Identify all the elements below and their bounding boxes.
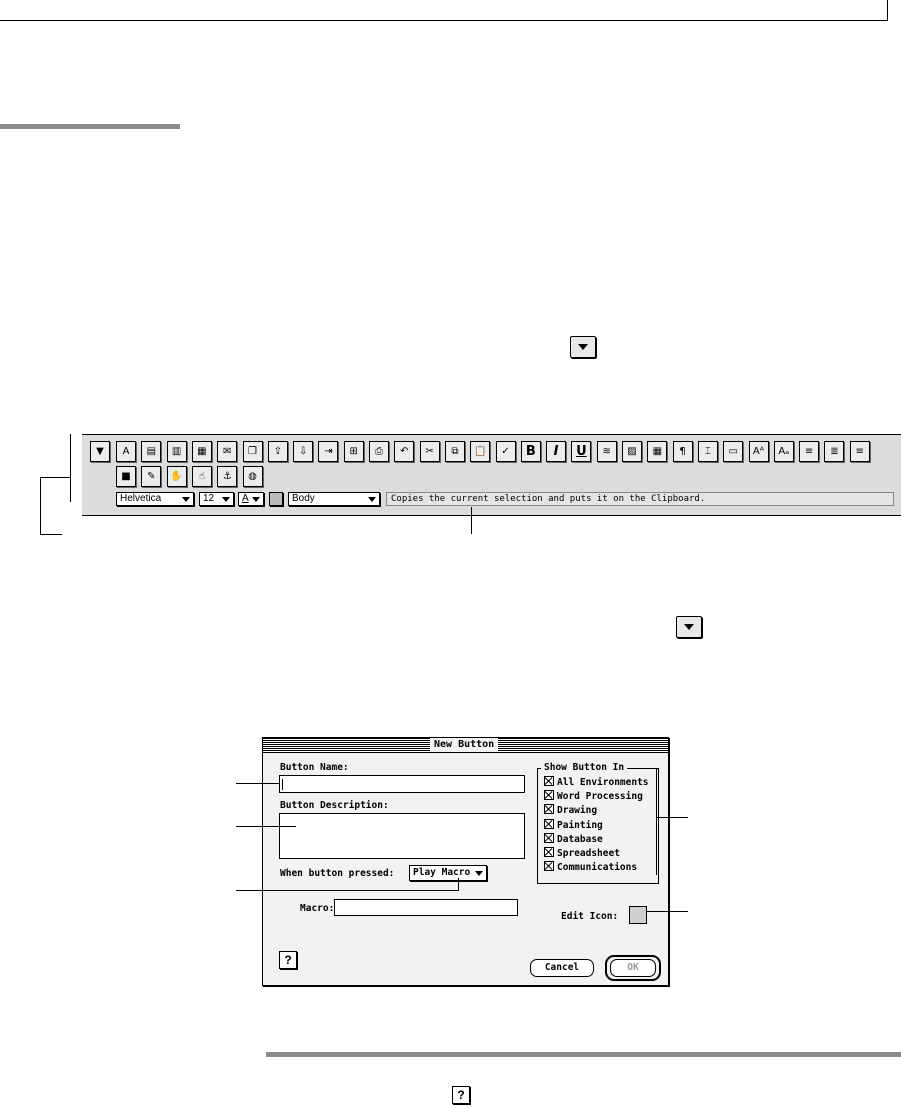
cut-icon: ✂ <box>425 446 434 457</box>
button-name-field[interactable] <box>279 775 525 793</box>
chevron-down-icon <box>368 497 376 502</box>
environment-label: Database <box>557 833 603 845</box>
subscript-button[interactable] <box>774 441 794 462</box>
footnote-button[interactable] <box>698 441 718 462</box>
insert-table-button[interactable] <box>647 441 667 462</box>
align-left-icon: ≡ <box>804 446 814 457</box>
button-name-label: Button Name: <box>280 762 349 773</box>
superscript-button[interactable] <box>749 441 769 462</box>
ok-button[interactable]: OK <box>610 959 656 977</box>
cut-button[interactable] <box>420 441 440 462</box>
insert-table-icon: ▦ <box>652 446 663 457</box>
undo-icon: ↶ <box>400 446 409 457</box>
format-document-icon: ▥ <box>171 446 182 457</box>
callout-show-button-in-bracket <box>656 769 657 875</box>
checkbox-checked-icon[interactable] <box>544 847 554 857</box>
edit-icon-button[interactable] <box>629 906 647 924</box>
environment-label: Communications <box>557 862 638 874</box>
show-button-in-title: Show Button In <box>541 762 627 773</box>
superscript-icon: Aᴬ <box>752 446 765 457</box>
strikethrough-button[interactable] <box>597 441 617 462</box>
print-icon: ⎙ <box>375 446 383 457</box>
bold-button[interactable] <box>521 441 541 462</box>
italic-button[interactable] <box>546 441 566 462</box>
callout-show-button-in <box>656 817 688 818</box>
status-description-bar: Copies the current selection and puts it on the Clipboard. <box>386 492 894 506</box>
chevron-down-icon <box>684 624 694 630</box>
checkbox-checked-icon[interactable] <box>544 819 554 829</box>
checkbox-checked-icon[interactable] <box>544 776 554 786</box>
copy-icon: ⧉ <box>451 446 459 457</box>
insert-document-button[interactable] <box>141 441 161 462</box>
popup-arrow-button[interactable] <box>570 336 596 358</box>
export-icon: ⇥ <box>324 446 333 457</box>
font-name-value: Helvetica <box>120 493 162 504</box>
button-description-field[interactable] <box>279 813 525 859</box>
environment-label: All Environments <box>557 777 649 788</box>
top-rule <box>0 20 888 21</box>
button-bar <box>82 434 901 516</box>
page-help-button[interactable]: ? <box>452 1086 470 1104</box>
chevron-down-icon <box>222 497 230 502</box>
edit-icon-label: Edit Icon: <box>561 911 619 922</box>
popup-arrow-icon: ▼ <box>96 446 104 457</box>
when-pressed-value: Play Macro <box>413 867 471 878</box>
insert-chart-button[interactable] <box>622 441 642 462</box>
bold-icon: B <box>525 444 536 459</box>
dialog-help-button[interactable]: ? <box>279 951 297 969</box>
align-center-button[interactable] <box>824 441 844 462</box>
callout-bracket-side <box>40 477 41 535</box>
font-size-popup[interactable] <box>199 492 234 506</box>
solid-fill-icon: ■ <box>121 471 131 482</box>
chevron-down-icon <box>182 497 190 502</box>
environment-checkbox-row[interactable] <box>544 833 603 845</box>
paragraph-icon: ¶ <box>679 446 686 457</box>
style-popup[interactable] <box>288 492 380 506</box>
callout-status-line <box>471 507 472 534</box>
align-right-button[interactable] <box>850 441 870 462</box>
new-button-dialog <box>262 737 669 986</box>
spelling-button[interactable] <box>496 441 516 462</box>
header-icon: ▭ <box>728 446 738 457</box>
callout-bracket-bottom <box>40 534 62 535</box>
export-button[interactable] <box>318 441 338 462</box>
anchor-icon: ⚓ <box>222 471 232 482</box>
paste-icon: 📋 <box>473 446 487 457</box>
hand-pointer-icon: ☝ <box>198 471 205 482</box>
when-pressed-popup[interactable] <box>409 865 487 881</box>
subscript-icon: Aₐ <box>778 446 790 457</box>
hand-button[interactable] <box>167 466 187 487</box>
text-frame-icon: A <box>122 446 130 457</box>
popup-arrow-button-2[interactable] <box>676 616 702 638</box>
section-bar <box>0 124 180 129</box>
callout-button-name <box>236 783 280 784</box>
table-button[interactable] <box>192 441 212 462</box>
envelope-icon: ✉ <box>222 446 232 457</box>
cancel-button[interactable]: Cancel <box>530 959 594 977</box>
checkbox-checked-icon[interactable] <box>544 790 554 800</box>
dialog-title-bar[interactable] <box>263 738 668 753</box>
open-folder-button[interactable] <box>268 441 288 462</box>
print-button[interactable] <box>369 441 389 462</box>
popup-arrow-button[interactable] <box>90 441 110 462</box>
chevron-down-icon <box>252 497 260 502</box>
environment-checkbox-row[interactable] <box>544 776 649 788</box>
environment-label: Painting <box>557 819 603 831</box>
paste-button[interactable] <box>470 441 490 462</box>
when-pressed-label: When button pressed: <box>280 868 395 879</box>
callout-button-description <box>236 826 296 827</box>
footnote-icon: ⌶ <box>704 446 711 457</box>
paint-button[interactable] <box>141 466 161 487</box>
undo-button[interactable] <box>394 441 414 462</box>
copy-document-icon: ❐ <box>248 446 257 457</box>
button-description-label: Button Description: <box>280 800 389 811</box>
environment-label: Spreadsheet <box>557 848 620 859</box>
align-center-icon: ≣ <box>830 446 839 457</box>
macro-field[interactable] <box>334 899 518 916</box>
macro-label: Macro: <box>300 903 335 914</box>
insert-document-icon: ▤ <box>146 446 157 457</box>
paragraph-button[interactable] <box>673 441 693 462</box>
callout-when-pressed <box>236 890 459 891</box>
grid-view-icon: ⊞ <box>349 446 358 457</box>
spelling-icon: ✓ <box>501 446 510 457</box>
hand-pointer-button[interactable] <box>192 466 212 487</box>
copy-button[interactable] <box>445 441 465 462</box>
strikethrough-icon: ≋ <box>602 446 611 457</box>
dialog-title: New Button <box>430 738 498 752</box>
top-rule-tick <box>887 0 888 21</box>
environment-checkbox-row[interactable] <box>544 790 643 802</box>
italic-icon: I <box>553 444 559 459</box>
grid-view-button[interactable] <box>344 441 364 462</box>
checkbox-checked-icon[interactable] <box>544 833 554 843</box>
callout-edit-icon <box>647 911 688 912</box>
environment-label: Word Processing <box>557 791 643 803</box>
callout-bracket-top <box>40 477 70 478</box>
text-frame-button[interactable] <box>116 441 136 462</box>
save-folder-icon: ⇩ <box>298 446 308 457</box>
envelope-button[interactable] <box>217 441 237 462</box>
underline-icon: U <box>576 444 587 459</box>
text-cursor <box>282 779 283 790</box>
table-icon: ▦ <box>197 446 207 457</box>
environment-checkbox-row[interactable] <box>544 804 597 816</box>
header-button[interactable] <box>723 441 743 462</box>
align-left-button[interactable] <box>799 441 819 462</box>
globe-button[interactable] <box>243 466 263 487</box>
globe-icon: ◍ <box>248 471 257 482</box>
underline-button[interactable] <box>571 441 591 462</box>
align-right-icon: ≡ <box>855 446 864 457</box>
checkbox-checked-icon[interactable] <box>544 804 554 814</box>
callout-when-pressed-riser <box>458 878 459 890</box>
environment-checkbox-row[interactable] <box>544 861 637 873</box>
anchor-button[interactable] <box>217 466 237 487</box>
checkbox-checked-icon[interactable] <box>544 861 554 871</box>
hand-icon: ✋ <box>170 471 183 482</box>
font-name-popup[interactable] <box>116 492 194 506</box>
format-document-button[interactable] <box>167 441 187 462</box>
chevron-down-icon <box>475 871 483 876</box>
insert-chart-icon: ▨ <box>627 446 637 457</box>
toolbar-bracket-line <box>70 434 71 502</box>
environment-checkbox-row[interactable] <box>544 847 620 859</box>
save-folder-button[interactable] <box>293 441 313 462</box>
font-size-value: 12 <box>203 493 215 504</box>
chevron-down-icon <box>578 344 588 350</box>
copy-document-button[interactable] <box>243 441 263 462</box>
style-value: Body <box>292 493 315 504</box>
text-color-label: A <box>242 493 249 504</box>
section-bar-bottom <box>266 1052 901 1057</box>
environment-label: Drawing <box>557 805 598 817</box>
text-color-popup[interactable] <box>238 492 264 506</box>
solid-fill-button[interactable] <box>116 466 136 487</box>
open-folder-icon: ⇪ <box>273 446 282 457</box>
environment-checkbox-row[interactable] <box>544 819 603 831</box>
paint-icon: ✎ <box>147 471 156 482</box>
text-background-button[interactable] <box>269 492 283 506</box>
